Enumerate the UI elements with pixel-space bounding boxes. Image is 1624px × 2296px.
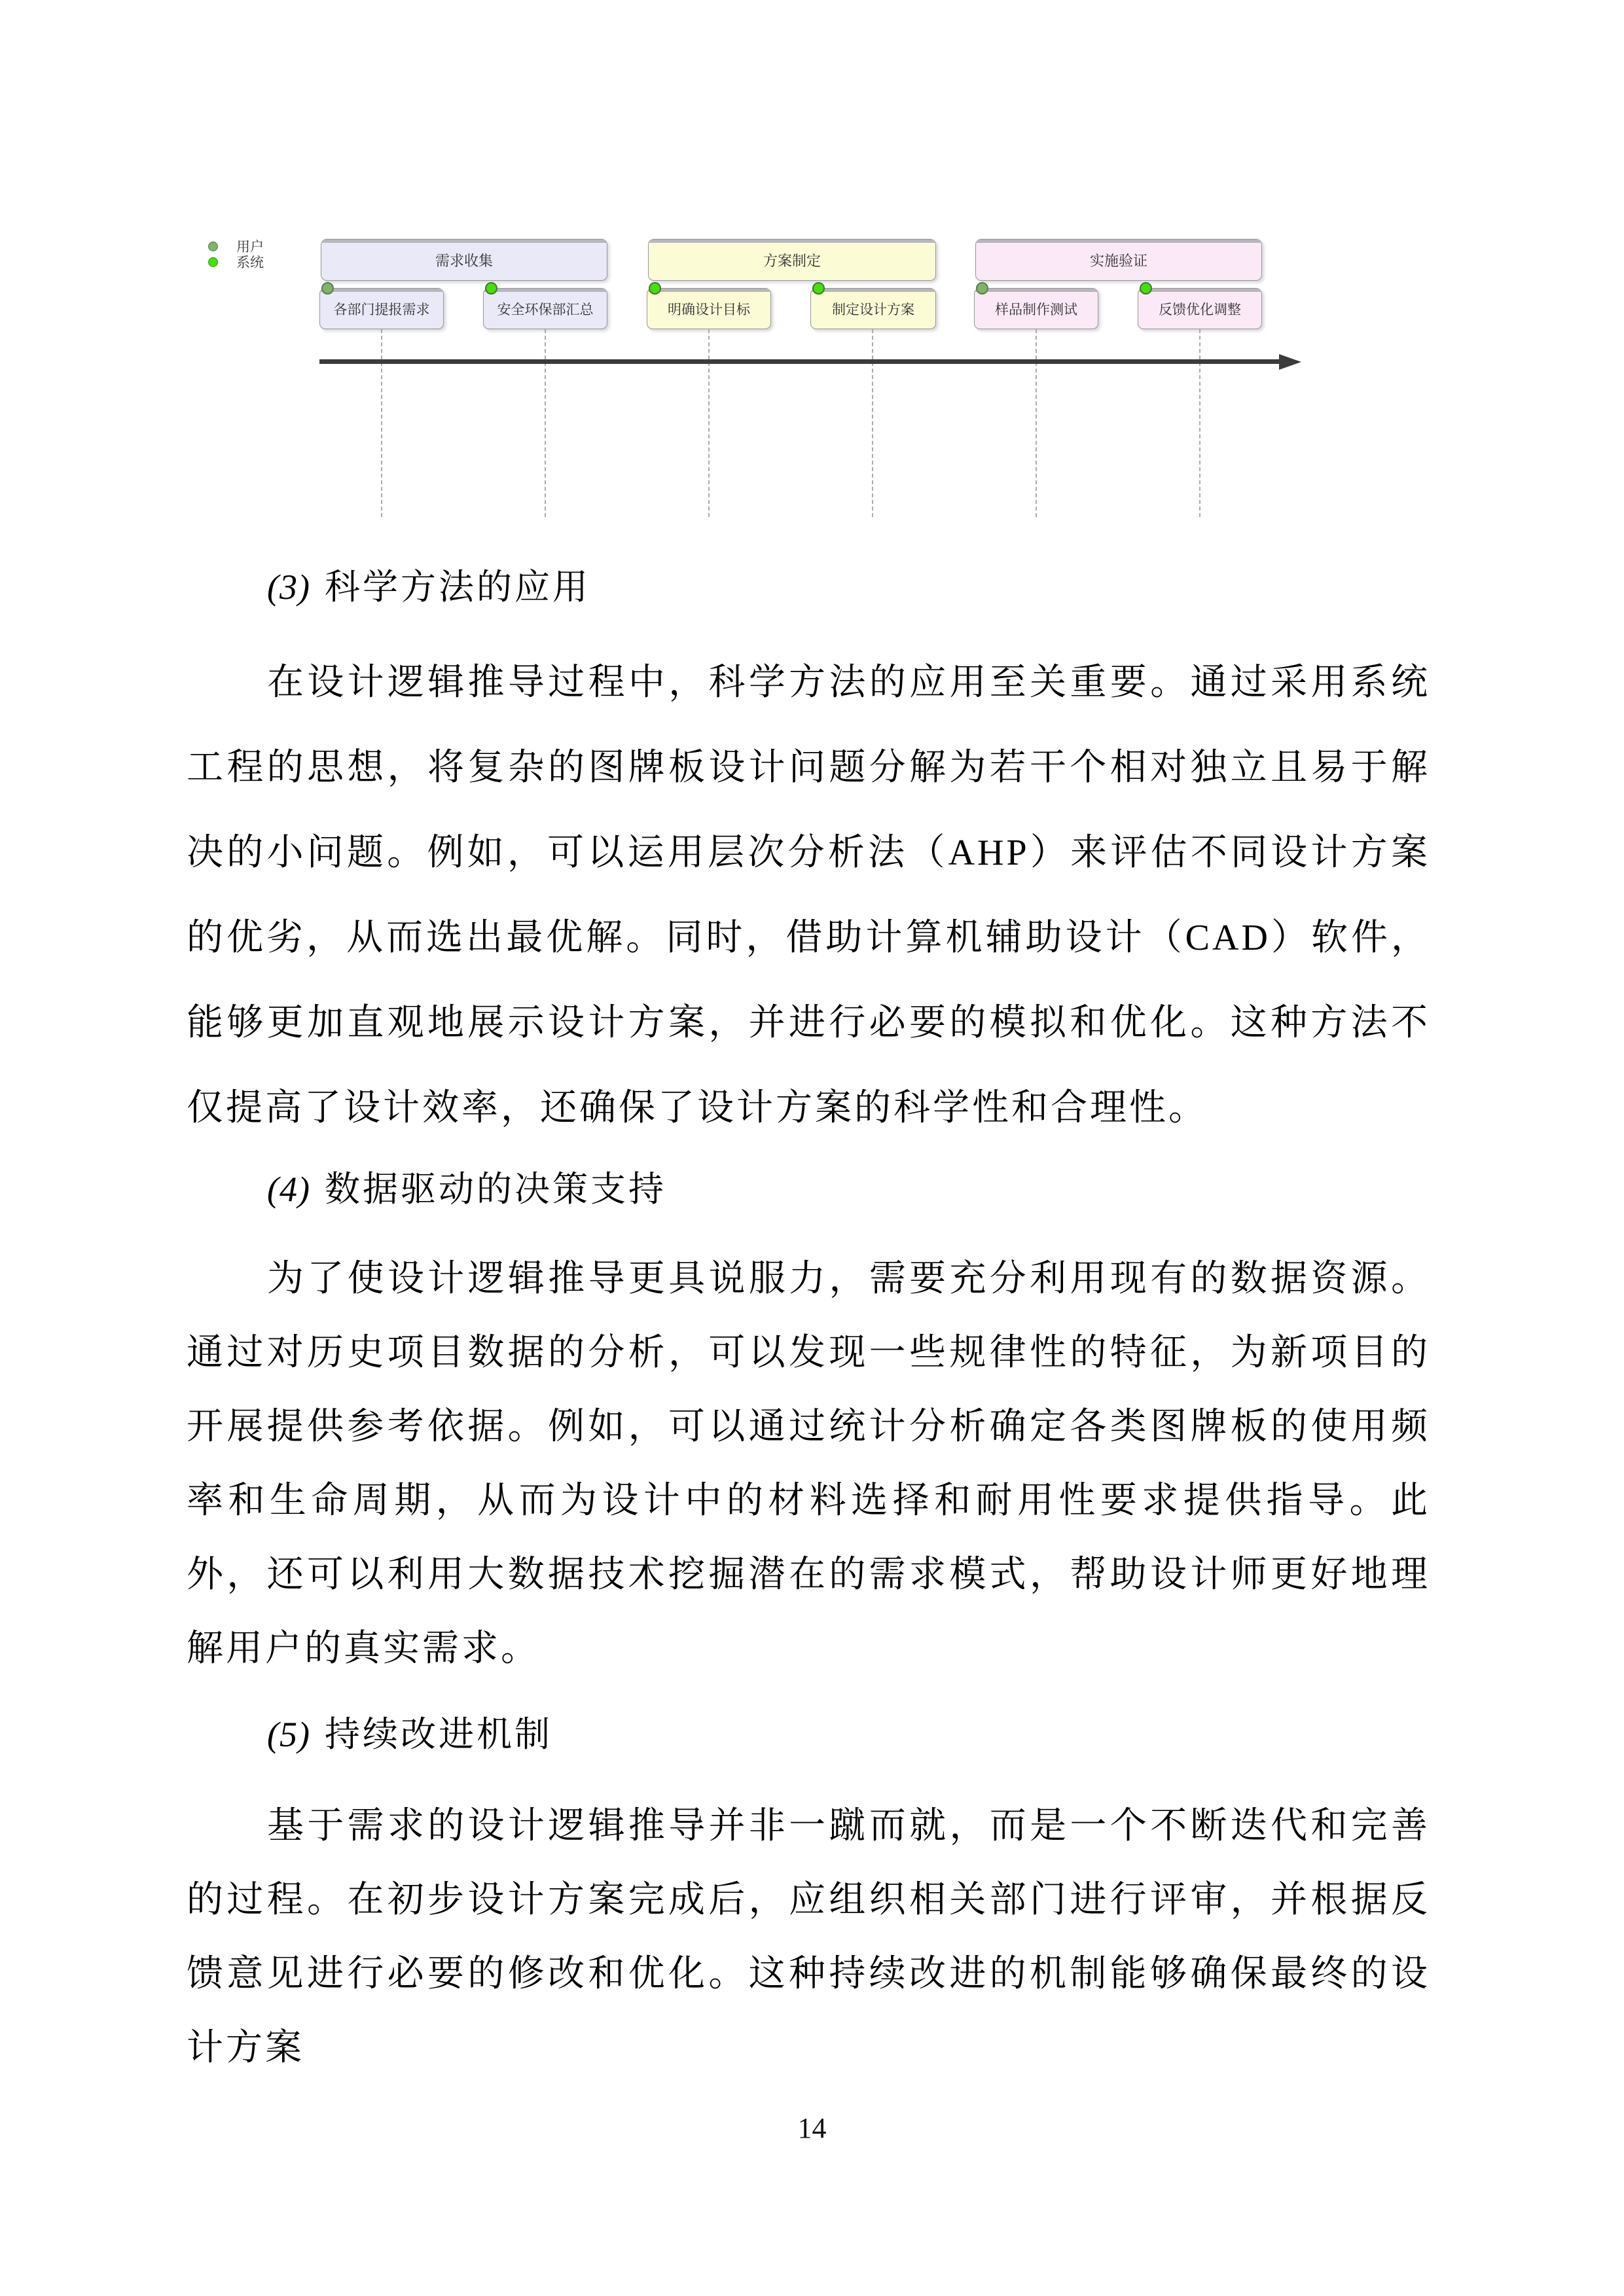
- user-dot-icon: [321, 282, 334, 295]
- user-dot-icon: [208, 242, 218, 251]
- step-box-2: [483, 288, 607, 329]
- section-number: (5): [267, 1715, 310, 1754]
- step-label: 制定设计方案: [832, 302, 914, 317]
- dashed-connector: [708, 329, 710, 517]
- step-label: 各部门提报需求: [333, 302, 430, 317]
- step-label: 反馈优化调整: [1159, 302, 1241, 317]
- section-heading-3: [187, 550, 1430, 624]
- step-label: 明确设计目标: [668, 302, 750, 317]
- section-heading-4: [187, 1153, 1430, 1227]
- step-box-5: [974, 288, 1098, 329]
- paragraph-scientific-methods: 在设计逻辑推导过程中，科学方法的应用至关重要。通过采用系统工程的思想，将复杂的图牌板设计问题分解为若干个相对独立且易于解决的小问题。例如，可以运用层次分析法（AHP）来评估不同设计方案的优劣，从而选出最优解。同时，借助计算机辅助设计（CAD）软件，能够更加直观地展示设计方案，并进行必要的模拟和优化。这种方法不仅提高了设计效率，还确保了设计方案的科学性和合理性。: [187, 662, 1430, 1128]
- dashed-connector: [1036, 329, 1037, 517]
- section-number: (3): [267, 567, 310, 607]
- dashed-connector: [381, 329, 382, 517]
- section-title: 持续改进机制: [324, 1715, 552, 1754]
- step-box-1: [319, 288, 444, 329]
- legend-label-system: 系统: [236, 255, 264, 270]
- system-dot-icon: [208, 257, 218, 267]
- timeline-arrow: [319, 359, 1280, 364]
- phase-box-verification: [975, 239, 1262, 281]
- system-dot-icon: [1140, 282, 1152, 295]
- legend-item-system: [208, 254, 264, 270]
- dashed-connector: [545, 329, 546, 517]
- legend-label-user: 用户: [236, 240, 264, 255]
- phase-label: 实施验证: [1089, 252, 1147, 269]
- page-number: 14: [797, 2112, 827, 2144]
- step-label: 样品制作测试: [995, 302, 1077, 317]
- phase-box-planning: [648, 239, 936, 281]
- dashed-connector: [1199, 329, 1200, 517]
- dashed-connector: [872, 329, 873, 517]
- step-box-6: [1138, 288, 1262, 329]
- section-title: 数据驱动的决策支持: [324, 1170, 666, 1209]
- section-number: (4): [267, 1170, 310, 1209]
- system-dot-icon: [812, 282, 825, 295]
- step-label: 安全环保部汇总: [497, 302, 594, 317]
- phase-label: 方案制定: [763, 252, 821, 269]
- paragraph-continuous-improvement: 基于需求的设计逻辑推导并非一蹴而就，而是一个不断迭代和完善的过程。在初步设计方案完成后，应组织相关部门进行评审，并根据反馈意见进行必要的修改和优化。这种持续改进的机制能够确保最终的设计方案: [187, 1806, 1430, 2068]
- step-box-3: [647, 288, 771, 329]
- paragraph-data-driven: 为了使设计逻辑推导更具说服力，需要充分利用现有的数据资源。通过对历史项目数据的分析，可以发现一些规律性的特征，为新项目的开展提供参考依据。例如，可以通过统计分析确定各类图牌板的使用频率和生命周期，从而为设计中的材料选择和耐用性要求提供指导。此外，还可以利用大数据技术挖掘潜在的需求模式，帮助设计师更好地理解用户的真实需求。: [187, 1259, 1430, 1669]
- system-dot-icon: [649, 282, 661, 295]
- phase-label: 需求收集: [435, 252, 493, 269]
- phase-box-requirements: [321, 239, 607, 281]
- step-box-4: [810, 288, 936, 329]
- user-dot-icon: [976, 282, 988, 295]
- section-title: 科学方法的应用: [324, 567, 590, 607]
- process-flow-diagram: [0, 0, 1624, 524]
- system-dot-icon: [485, 282, 497, 295]
- timeline-arrow-head-icon: [1279, 354, 1301, 370]
- section-heading-5: [187, 1698, 1430, 1772]
